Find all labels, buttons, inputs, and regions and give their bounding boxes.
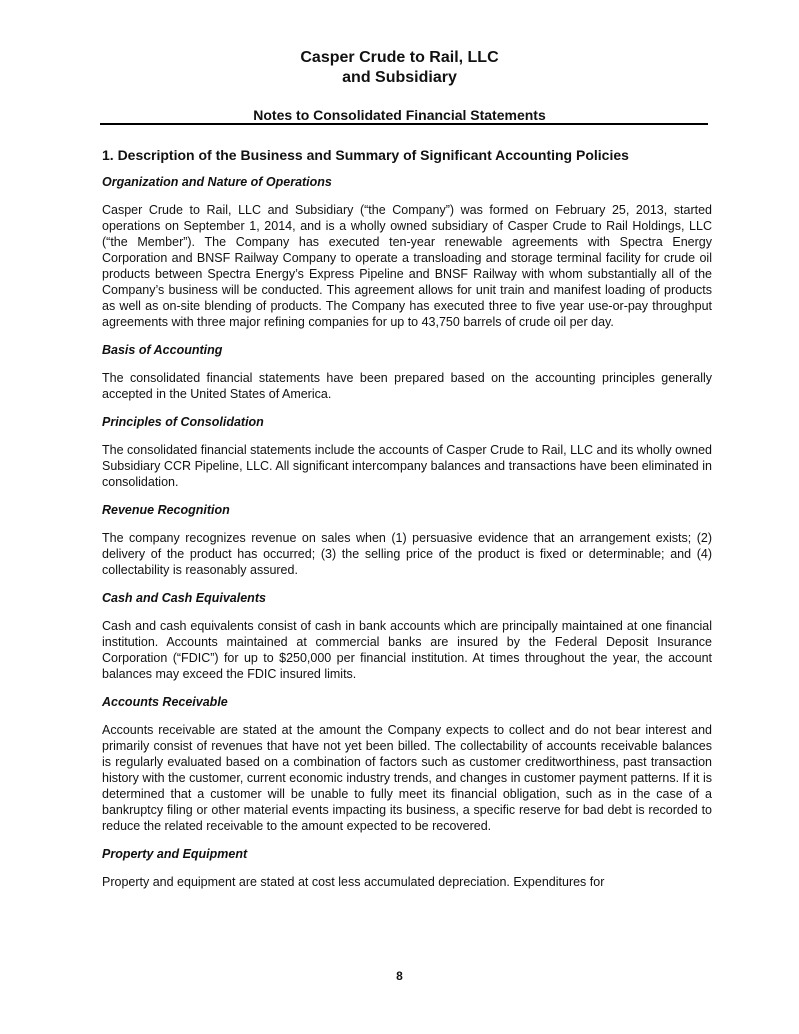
header-divider [100,123,708,125]
section-title: 1. Description of the Business and Summary of Significant Accounting Policies [102,147,629,163]
paragraph-cash-equivalents: Cash and cash equivalents consist of cash in bank accounts which are principally maintained at one financial institution. Accounts maintained at commercial banks are insured by the Federal Deposit Insurance Corporation (“FDIC”) for up to $250,000 per financial institution. At times throughout the year, the account balances may exceed the FDIC insured limits. [102,619,712,681]
company-name-line1: Casper Crude to Rail, LLC [300,49,499,66]
subsection-heading-property-equipment: Property and Equipment [102,847,248,861]
subsection-heading-organization: Organization and Nature of Operations [102,175,332,189]
subsection-heading-accounts-receivable: Accounts Receivable [102,695,228,709]
subsection-heading-basis-of-accounting: Basis of Accounting [102,343,223,357]
paragraph-organization: Casper Crude to Rail, LLC and Subsidiary (“the Company”) was formed on February 25, 2013, started operations on September 1, 2014, and is a wholly owned subsidiary of Casper Crude to Rail Holdings, LLC (“the Member”). The Company has executed ten-year renewable agreements with Spectra Energy Corporation and BNSF Railway Company to operate a transloading and storage terminal facility for crude oil products between Spectra Energy’s Express Pipeline and BNSF Railway with whom substantially all of the Company’s business will be conducted. This agreement allows for unit train and manifest loading of products as well as on-site blending of products. The Company has executed three to five year use-or-pay throughput agreements with three major refining companies for up to 43,750 barrels of crude oil per day. [102,203,712,329]
paragraph-property-equipment: Property and equipment are stated at cost less accumulated depreciation. Expenditures for [102,875,605,889]
notes-body [102,146,712,902]
notes-title: Notes to Consolidated Financial Statements [253,107,546,123]
document-header [0,48,799,124]
paragraph-basis-of-accounting: The consolidated financial statements have been prepared based on the accounting principles generally accepted in the United States of America. [102,371,712,401]
page-number: 8 [396,969,403,983]
paragraph-revenue-recognition: The company recognizes revenue on sales when (1) persuasive evidence that an arrangement exists; (2) delivery of the product has occurred; (3) the selling price of the product is fixed or determinable; and (4) collectability is reasonably assured. [102,531,712,577]
subsection-heading-revenue-recognition: Revenue Recognition [102,503,230,517]
subsection-heading-principles-of-consolidation: Principles of Consolidation [102,415,264,429]
subsection-heading-cash-equivalents: Cash and Cash Equivalents [102,591,266,605]
paragraph-accounts-receivable: Accounts receivable are stated at the amount the Company expects to collect and do not bear interest and primarily consist of revenues that have not yet been billed. The collectability of accounts receivable balances is regularly evaluated based on a combination of factors such as customer creditworthiness, past transaction history with the customer, current economic industry trends, and changes in customer payment patterns. If it is determined that a customer will be unable to fully meet its financial obligation, such as in the case of a bankruptcy filing or other material events impacting its business, a specific reserve for bad debt is recorded to reduce the related receivable to the amount expected to be recovered. [102,723,712,833]
company-name-line2: and Subsidiary [342,69,457,86]
paragraph-principles-of-consolidation: The consolidated financial statements include the accounts of Casper Crude to Rail, LLC and its wholly owned Subsidiary CCR Pipeline, LLC. All significant intercompany balances and transactions have been eliminated in consolidation. [102,443,712,489]
